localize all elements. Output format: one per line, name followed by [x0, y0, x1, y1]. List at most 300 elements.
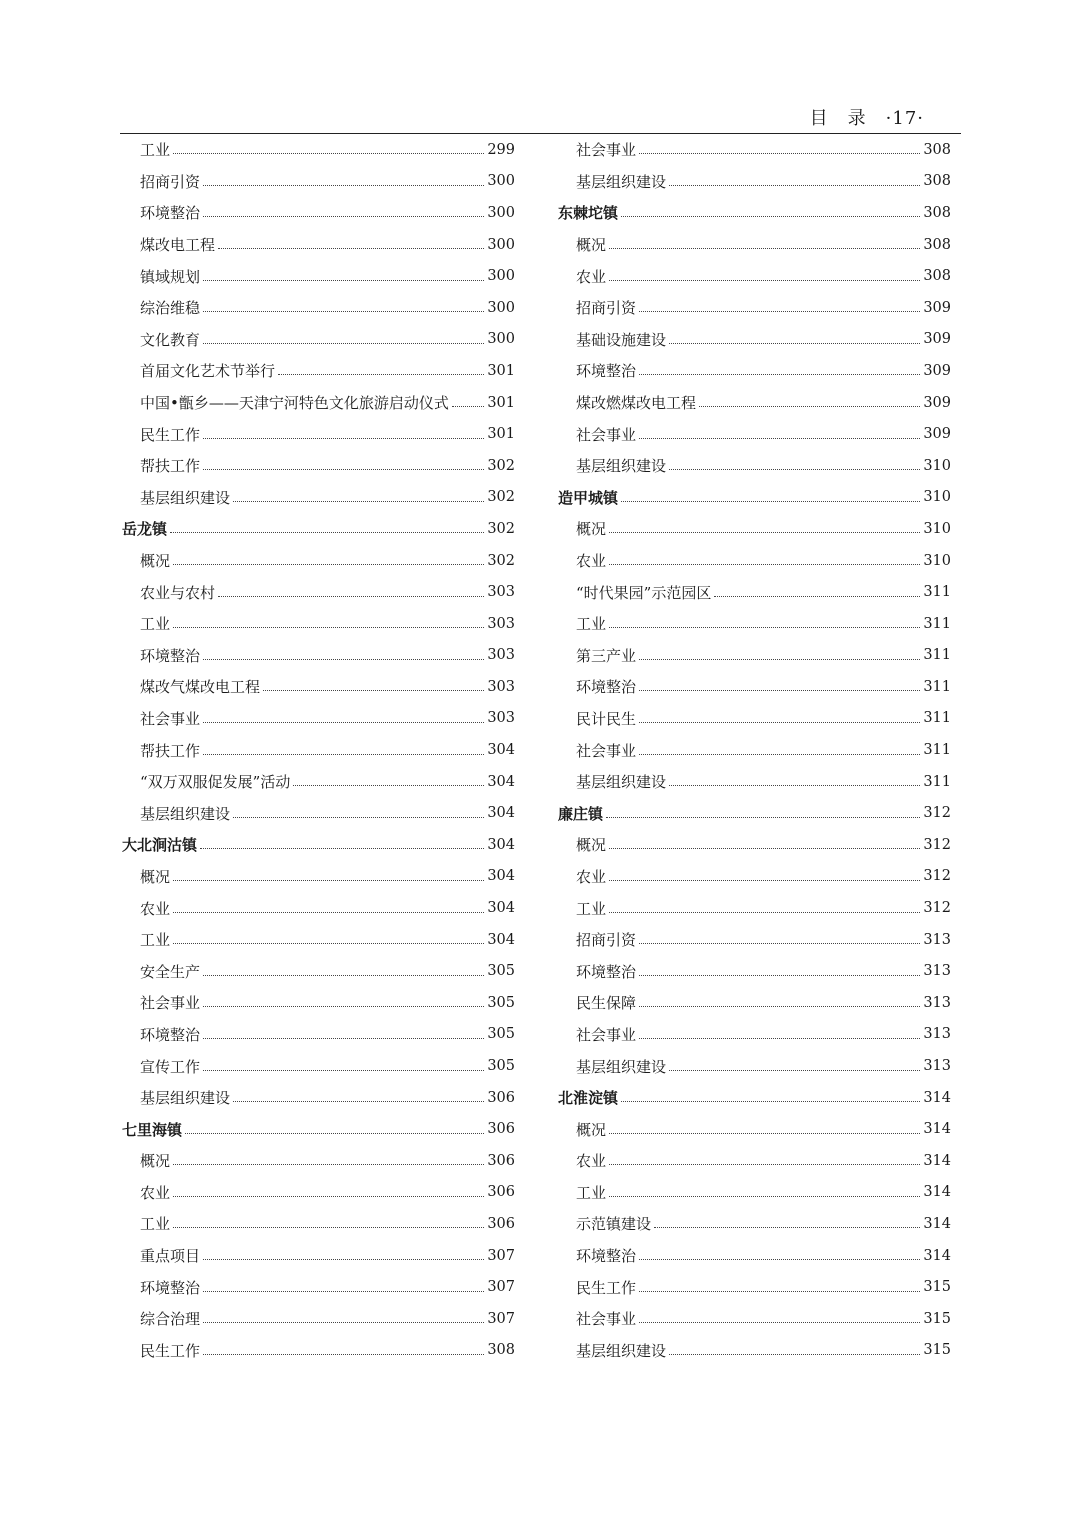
toc-entry-title: 工业	[576, 1183, 607, 1202]
toc-entry-title: 基层组织建设	[576, 1057, 667, 1076]
toc-entry	[558, 1050, 951, 1082]
toc-entry-title: 安全生产	[140, 962, 201, 981]
toc-entry-page: 303	[487, 615, 515, 632]
toc-entry-title: 社会事业	[576, 741, 637, 760]
toc-entry-page: 300	[487, 173, 515, 190]
toc-entry-title: 帮扶工作	[140, 741, 201, 760]
toc-entry-page: 302	[487, 520, 515, 537]
toc-entry	[558, 260, 951, 292]
toc-entry-page: 302	[487, 552, 515, 569]
toc-entry-page: 306	[487, 1215, 515, 1232]
dot-leader	[609, 1196, 920, 1197]
toc-entry-title: 招商引资	[576, 299, 637, 318]
dot-leader	[639, 1006, 920, 1007]
toc-entry-page: 311	[923, 742, 951, 759]
dot-leader	[203, 311, 484, 312]
toc-entry	[558, 513, 951, 545]
toc-entry-title: 社会事业	[576, 1025, 637, 1044]
dot-leader	[609, 880, 920, 881]
toc-entry-page: 306	[487, 1184, 515, 1201]
toc-entry-page: 308	[923, 173, 951, 190]
toc-entry	[558, 892, 951, 924]
toc-entry-page: 302	[487, 457, 515, 474]
toc-entry-page: 312	[923, 805, 951, 822]
toc-entry-title: 东棘坨镇	[558, 204, 619, 223]
toc-entry-title: 首届文化艺术节举行	[140, 362, 276, 381]
toc-entry	[122, 1271, 515, 1303]
toc-entry-title: 民生保障	[576, 994, 637, 1013]
toc-entry-page: 315	[923, 1279, 951, 1296]
toc-entry	[558, 1113, 951, 1145]
toc-entry-page: 311	[923, 584, 951, 601]
toc-entry-page: 314	[923, 1152, 951, 1169]
toc-entry-page: 311	[923, 773, 951, 790]
toc-entry-title: 煤改电工程	[140, 236, 216, 255]
toc-entry-page: 304	[487, 900, 515, 917]
toc-entry	[122, 292, 515, 324]
toc-entry	[558, 1271, 951, 1303]
toc-entry-page: 310	[923, 552, 951, 569]
dot-leader	[173, 1196, 484, 1197]
dot-leader	[233, 817, 484, 818]
toc-entry-page: 309	[923, 299, 951, 316]
toc-entry	[558, 134, 951, 166]
toc-entry-page: 301	[487, 362, 515, 379]
toc-entry	[122, 1019, 515, 1051]
toc-entry-title: 基础设施建设	[576, 330, 667, 349]
toc-entry-page: 300	[487, 268, 515, 285]
toc-entry-title: 概况	[576, 520, 607, 539]
toc-entry-page: 306	[487, 1089, 515, 1106]
toc-entry-page: 305	[487, 963, 515, 980]
dot-leader	[203, 1354, 484, 1355]
dot-leader	[639, 1259, 920, 1260]
dot-leader	[173, 943, 484, 944]
toc-entry-title: 社会事业	[576, 1310, 637, 1329]
dot-leader	[293, 785, 484, 786]
dot-leader	[173, 880, 484, 881]
toc-entry-page: 304	[487, 773, 515, 790]
dot-leader	[639, 690, 920, 691]
toc-entry-title: 岳龙镇	[122, 520, 168, 539]
toc-entry-title: 中国•甑乡——天津宁河特色文化旅游启动仪式	[140, 394, 449, 413]
toc-entry	[122, 387, 515, 419]
toc-entry-page: 308	[923, 204, 951, 221]
toc-section-entry	[122, 513, 515, 545]
toc-entry	[122, 229, 515, 261]
toc-entry-page: 304	[487, 805, 515, 822]
toc-entry-page: 312	[923, 836, 951, 853]
toc-entry-title: 环境整治	[140, 646, 201, 665]
toc-entry-title: 民生工作	[576, 1278, 637, 1297]
toc-entry-title: 宣传工作	[140, 1057, 201, 1076]
dot-leader	[621, 1101, 920, 1102]
dot-leader	[278, 374, 484, 375]
toc-entry-page: 315	[923, 1310, 951, 1327]
toc-entry-page: 314	[923, 1247, 951, 1264]
toc-entry	[122, 1177, 515, 1209]
toc-entry	[558, 292, 951, 324]
toc-section-entry	[558, 482, 951, 514]
dot-leader	[639, 438, 920, 439]
toc-entry-page: 311	[923, 710, 951, 727]
dot-leader	[669, 1070, 920, 1071]
dot-leader	[173, 1227, 484, 1228]
toc-entry-page: 312	[923, 900, 951, 917]
toc-entry	[558, 861, 951, 893]
dot-leader	[669, 343, 920, 344]
toc-entry-title: 北淮淀镇	[558, 1089, 619, 1108]
toc-entry-title: 基层组织建设	[140, 488, 231, 507]
toc-entry	[558, 829, 951, 861]
toc-entry	[558, 229, 951, 261]
toc-entry	[122, 1303, 515, 1335]
toc-entry	[558, 1208, 951, 1240]
toc-entry-title: 概况	[576, 836, 607, 855]
toc-entry	[558, 671, 951, 703]
dot-leader	[203, 975, 484, 976]
toc-entry-title: 基层组织建设	[576, 172, 667, 191]
toc-entry-title: 基层组织建设	[140, 1089, 231, 1108]
dot-leader	[203, 1070, 484, 1071]
toc-entry-page: 313	[923, 1058, 951, 1075]
toc-entry-title: “时代果园”示范园区	[576, 583, 712, 602]
toc-entry-title: 概况	[140, 552, 171, 571]
dot-leader	[609, 564, 920, 565]
dot-leader	[639, 975, 920, 976]
toc-entry	[122, 797, 515, 829]
dot-leader	[609, 912, 920, 913]
toc-entry-title: 环境整治	[576, 362, 637, 381]
toc-entry-page: 304	[487, 836, 515, 853]
toc-entry	[122, 703, 515, 735]
toc-entry-title: 环境整治	[140, 1025, 201, 1044]
dot-leader	[185, 1133, 484, 1134]
toc-entry-page: 314	[923, 1089, 951, 1106]
toc-entry-title: 农业	[576, 1152, 607, 1171]
toc-entry	[558, 1145, 951, 1177]
toc-entry-title: 民计民生	[576, 709, 637, 728]
toc-entry	[122, 545, 515, 577]
toc-entry-page: 313	[923, 963, 951, 980]
toc-entry	[558, 166, 951, 198]
dot-leader	[203, 216, 484, 217]
toc-entry-title: 工业	[140, 615, 171, 634]
toc-entry	[122, 1082, 515, 1114]
toc-column-right	[558, 134, 951, 1366]
toc-section-entry	[558, 197, 951, 229]
toc-column-left	[122, 134, 515, 1366]
dot-leader	[699, 406, 920, 407]
toc-entry-title: 工业	[576, 615, 607, 634]
toc-entry	[558, 1335, 951, 1367]
toc-entry-page: 303	[487, 678, 515, 695]
toc-entry-title: 文化教育	[140, 330, 201, 349]
dot-leader	[639, 153, 920, 154]
toc-entry-page: 311	[923, 615, 951, 632]
toc-entry-title: 概况	[576, 236, 607, 255]
toc-entry	[558, 450, 951, 482]
dot-leader	[669, 1354, 920, 1355]
dot-leader	[609, 627, 920, 628]
toc-entry	[558, 734, 951, 766]
toc-entry	[558, 1177, 951, 1209]
toc-entry	[122, 924, 515, 956]
dot-leader	[654, 1227, 920, 1228]
toc-entry	[558, 955, 951, 987]
dot-leader	[669, 185, 920, 186]
toc-entry	[122, 608, 515, 640]
toc-entry-title: 环境整治	[140, 1278, 201, 1297]
toc-entry	[122, 260, 515, 292]
toc-entry	[558, 703, 951, 735]
toc-entry-page: 310	[923, 520, 951, 537]
toc-entry-page: 310	[923, 489, 951, 506]
toc-entry-title: 农业	[576, 267, 607, 286]
toc-section-entry	[558, 797, 951, 829]
toc-entry	[558, 1240, 951, 1272]
toc-entry-page: 303	[487, 710, 515, 727]
toc-entry	[122, 766, 515, 798]
toc-entry-title: 基层组织建设	[576, 457, 667, 476]
toc-entry-page: 307	[487, 1247, 515, 1264]
toc-entry	[558, 324, 951, 356]
toc-entry-title: 招商引资	[140, 172, 201, 191]
toc-entry-page: 300	[487, 299, 515, 316]
dot-leader	[203, 659, 484, 660]
toc-entry-title: “双万双服促发展”活动	[140, 773, 291, 792]
toc-entry-page: 300	[487, 204, 515, 221]
dot-leader	[609, 280, 920, 281]
toc-entry	[558, 608, 951, 640]
toc-entry-title: 廉庄镇	[558, 804, 604, 823]
dot-leader	[203, 185, 484, 186]
toc-entry	[122, 671, 515, 703]
dot-leader	[203, 1291, 484, 1292]
toc-section-entry	[558, 1082, 951, 1114]
dot-leader	[639, 311, 920, 312]
toc-entry	[122, 324, 515, 356]
dot-leader	[609, 1164, 920, 1165]
toc-entry-title: 工业	[140, 1215, 171, 1234]
toc-entry	[122, 861, 515, 893]
toc-entry-page: 303	[487, 647, 515, 664]
toc-entry-page: 314	[923, 1184, 951, 1201]
dot-leader	[609, 248, 920, 249]
toc-entry	[558, 1303, 951, 1335]
toc-entry-title: 工业	[140, 141, 171, 160]
toc-entry-page: 304	[487, 742, 515, 759]
toc-entry-title: 环境整治	[576, 962, 637, 981]
toc-entry-title: 工业	[140, 931, 171, 950]
dot-leader	[639, 754, 920, 755]
toc-entry-title: 民生工作	[140, 425, 201, 444]
dot-leader	[173, 912, 484, 913]
toc-entry	[122, 892, 515, 924]
dot-leader	[452, 406, 484, 407]
toc-entry-page: 308	[923, 268, 951, 285]
running-header: 目 录 ·17·	[809, 108, 924, 129]
toc-entry	[122, 355, 515, 387]
toc-entry-page: 307	[487, 1310, 515, 1327]
dot-leader	[639, 1322, 920, 1323]
dot-leader	[203, 1259, 484, 1260]
toc-entry-title: 第三产业	[576, 646, 637, 665]
toc-entry-page: 305	[487, 1026, 515, 1043]
toc-entry	[558, 545, 951, 577]
dot-leader	[233, 1101, 484, 1102]
toc-entry-page: 303	[487, 584, 515, 601]
toc-entry	[122, 1208, 515, 1240]
toc-entry-title: 社会事业	[576, 141, 637, 160]
dot-leader	[714, 596, 920, 597]
toc-entry	[558, 987, 951, 1019]
toc-entry	[122, 418, 515, 450]
dot-leader	[173, 627, 484, 628]
dot-leader	[621, 501, 920, 502]
toc-entry-page: 308	[923, 141, 951, 158]
toc-entry-title: 农业	[576, 552, 607, 571]
toc-entry-title: 示范镇建设	[576, 1215, 652, 1234]
dot-leader	[203, 438, 484, 439]
toc-entry-title: 帮扶工作	[140, 457, 201, 476]
dot-leader	[203, 1038, 484, 1039]
toc-entry	[122, 1240, 515, 1272]
dot-leader	[200, 848, 484, 849]
dot-leader	[203, 722, 484, 723]
toc-entry-title: 招商引资	[576, 931, 637, 950]
toc-entry-page: 305	[487, 1058, 515, 1075]
toc-entry-page: 308	[923, 236, 951, 253]
dot-leader	[609, 532, 920, 533]
toc-entry	[558, 640, 951, 672]
toc-entry-title: 社会事业	[140, 994, 201, 1013]
toc-entry-title: 工业	[576, 899, 607, 918]
toc-entry-page: 311	[923, 647, 951, 664]
dot-leader	[170, 532, 484, 533]
toc-entry-page: 309	[923, 394, 951, 411]
dot-leader	[218, 248, 484, 249]
dot-leader	[669, 469, 920, 470]
toc-entry-page: 300	[487, 331, 515, 348]
toc-entry	[122, 987, 515, 1019]
toc-entry-page: 299	[487, 141, 515, 158]
dot-leader	[173, 1164, 484, 1165]
dot-leader	[218, 596, 484, 597]
dot-leader	[639, 943, 920, 944]
dot-leader	[203, 1006, 484, 1007]
toc-entry-title: 大北涧沽镇	[122, 836, 198, 855]
toc-entry-title: 煤改燃煤改电工程	[576, 394, 697, 413]
toc-entry-page: 313	[923, 1026, 951, 1043]
dot-leader	[203, 1322, 484, 1323]
dot-leader	[173, 564, 484, 565]
dot-leader	[621, 216, 920, 217]
toc-section-entry	[122, 829, 515, 861]
toc-entry-page: 310	[923, 457, 951, 474]
dot-leader	[639, 722, 920, 723]
toc-entry-title: 农业	[576, 867, 607, 886]
toc-entry	[122, 1335, 515, 1367]
toc-entry	[558, 355, 951, 387]
dot-leader	[639, 374, 920, 375]
toc-entry-title: 环境整治	[140, 204, 201, 223]
toc-entry-page: 302	[487, 489, 515, 506]
toc-entry-page: 309	[923, 362, 951, 379]
toc-entry	[558, 766, 951, 798]
toc-entry-title: 基层组织建设	[576, 1341, 667, 1360]
dot-leader	[606, 817, 920, 818]
dot-leader	[639, 1038, 920, 1039]
toc-entry-page: 313	[923, 931, 951, 948]
toc-entry-title: 农业与农村	[140, 583, 216, 602]
toc-entry-page: 314	[923, 1121, 951, 1138]
toc-entry-title: 重点项目	[140, 1247, 201, 1266]
toc-entry-title: 农业	[140, 1183, 171, 1202]
toc-entry-title: 基层组织建设	[140, 804, 231, 823]
toc-entry	[122, 134, 515, 166]
toc-section-entry	[122, 1113, 515, 1145]
toc-entry	[558, 1019, 951, 1051]
dot-leader	[203, 754, 484, 755]
toc-entry	[122, 955, 515, 987]
dot-leader	[609, 1133, 920, 1134]
toc-entry-title: 七里海镇	[122, 1120, 183, 1139]
toc-entry	[122, 640, 515, 672]
toc-entry	[122, 166, 515, 198]
toc-entry-title: 概况	[140, 1152, 171, 1171]
toc-entry-page: 313	[923, 994, 951, 1011]
toc-entry	[558, 924, 951, 956]
toc-entry-title: 环境整治	[576, 1247, 637, 1266]
toc-entry	[122, 1145, 515, 1177]
toc-entry-page: 304	[487, 868, 515, 885]
dot-leader	[203, 343, 484, 344]
toc-entry-title: 民生工作	[140, 1341, 201, 1360]
dot-leader	[233, 501, 484, 502]
toc-entry	[122, 197, 515, 229]
toc-entry-title: 综合治理	[140, 1310, 201, 1329]
toc-entry	[558, 387, 951, 419]
toc-entry-title: 概况	[576, 1120, 607, 1139]
toc-entry-page: 300	[487, 236, 515, 253]
toc-entry-page: 301	[487, 426, 515, 443]
toc-entry-page: 308	[487, 1342, 515, 1359]
dot-leader	[263, 690, 484, 691]
toc-entry-title: 基层组织建设	[576, 773, 667, 792]
toc-entry-title: 造甲城镇	[558, 488, 619, 507]
toc-entry-title: 农业	[140, 899, 171, 918]
toc-entry-title: 镇域规划	[140, 267, 201, 286]
dot-leader	[669, 785, 920, 786]
toc-entry-page: 301	[487, 394, 515, 411]
dot-leader	[203, 280, 484, 281]
toc-entry-page: 312	[923, 868, 951, 885]
toc-entry-page: 306	[487, 1121, 515, 1138]
dot-leader	[639, 1291, 920, 1292]
toc-entry-title: 概况	[140, 867, 171, 886]
toc-entry	[558, 418, 951, 450]
dot-leader	[639, 659, 920, 660]
toc-entry-page: 311	[923, 678, 951, 695]
dot-leader	[173, 153, 484, 154]
toc-entry	[558, 576, 951, 608]
dot-leader	[609, 848, 920, 849]
toc-entry-title: 社会事业	[140, 709, 201, 728]
toc-entry-page: 306	[487, 1152, 515, 1169]
dot-leader	[203, 469, 484, 470]
toc-entry-page: 309	[923, 426, 951, 443]
